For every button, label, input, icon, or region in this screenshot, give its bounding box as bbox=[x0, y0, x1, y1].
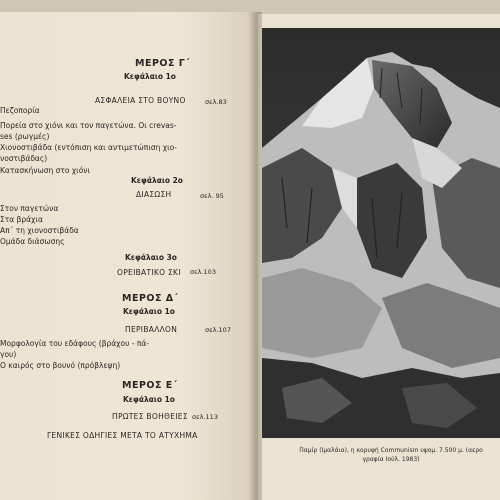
toc-item: Στα βράχια bbox=[0, 215, 43, 224]
mountain-photo bbox=[262, 28, 500, 438]
part-g-chapter2-label: Κεφάλαιο 2ο bbox=[131, 176, 183, 185]
part-g-chapter3-heading: ΟΡΕΙΒΑΤΙΚΟ ΣΚΙ bbox=[117, 268, 181, 277]
toc-item: Πορεία στο χιόνι και τον παγετώνα. Οι crevas- bbox=[0, 121, 177, 130]
part-g-chapter2-heading: ΔΙΑΣΩΣΗ bbox=[136, 190, 172, 199]
part-g-chapter3-label: Κεφάλαιο 3ο bbox=[125, 253, 177, 262]
caption-line: γραφία Ιούλ. 1983) bbox=[362, 456, 420, 463]
toc-item: νοστιβάδας) bbox=[0, 154, 48, 163]
part-e-chapter1-heading: ΠΡΩΤΕΣ ΒΟΗΘΕΙΕΣ bbox=[112, 412, 188, 421]
toc-item: Ομάδα διάσωσης bbox=[0, 237, 65, 246]
part-g-chapter3-page: σελ.103 bbox=[190, 268, 216, 276]
part-g-chapter1-page: σελ.83 bbox=[205, 98, 227, 106]
part-e-chapter1-page: σελ.113 bbox=[192, 413, 218, 421]
toc-item: ses (ρωγμές) bbox=[0, 132, 50, 141]
toc-item: Απ΄ τη χιονοστιβάδα bbox=[0, 226, 79, 235]
photo-caption bbox=[282, 446, 500, 464]
part-d-chapter1-label: Κεφάλαιο 1ο bbox=[123, 307, 175, 316]
part-g-title: ΜΕΡΟΣ Γ΄ bbox=[135, 58, 191, 69]
toc-item: Μορφολογία του εδάφους (βράχου - πά- bbox=[0, 339, 150, 348]
mountain-image bbox=[262, 28, 500, 438]
part-d-chapter1-heading: ΠΕΡΙΒΑΛΛΟΝ bbox=[125, 325, 178, 334]
toc-item: Στον παγετώνα bbox=[0, 204, 59, 213]
part-e-chapter1-label: Κεφάλαιο 1ο bbox=[123, 395, 175, 404]
part-g-chapter1-label: Κεφάλαιο 1ο bbox=[124, 72, 176, 81]
toc-item: Ο καιρός στο βουνό (πρόβλεψη) bbox=[0, 361, 121, 370]
part-e-extra-heading: ΓΕΝΙΚΕΣ ΟΔΗΓΙΕΣ ΜΕΤΑ ΤΟ ΑΤΥΧΗΜΑ bbox=[47, 431, 198, 440]
toc-item: γου) bbox=[0, 350, 17, 359]
toc-item: Χιονοστιβάδα (εντόπιση και αντιμετώπιση χιο- bbox=[0, 143, 177, 152]
part-e-title: ΜΕΡΟΣ Ε΄ bbox=[122, 380, 178, 391]
caption-line: Παμίρ (Ιμαλάια), η κορυφή Communism υψομ. 7.500 μ. (αερο bbox=[299, 447, 483, 454]
toc-item: Κατασκήνωση στο χιόνι bbox=[0, 166, 91, 175]
part-g-chapter1-heading: ΑΣΦΑΛΕΙΑ ΣΤΟ ΒΟΥΝΟ bbox=[95, 96, 186, 105]
book-gutter bbox=[248, 12, 262, 500]
part-d-chapter1-page: σελ.107 bbox=[205, 326, 231, 334]
part-g-chapter2-page: σελ. 95 bbox=[200, 192, 224, 200]
toc-item: Πεζοπορία bbox=[0, 106, 40, 115]
part-d-title: ΜΕΡΟΣ Δ΄ bbox=[122, 293, 179, 304]
